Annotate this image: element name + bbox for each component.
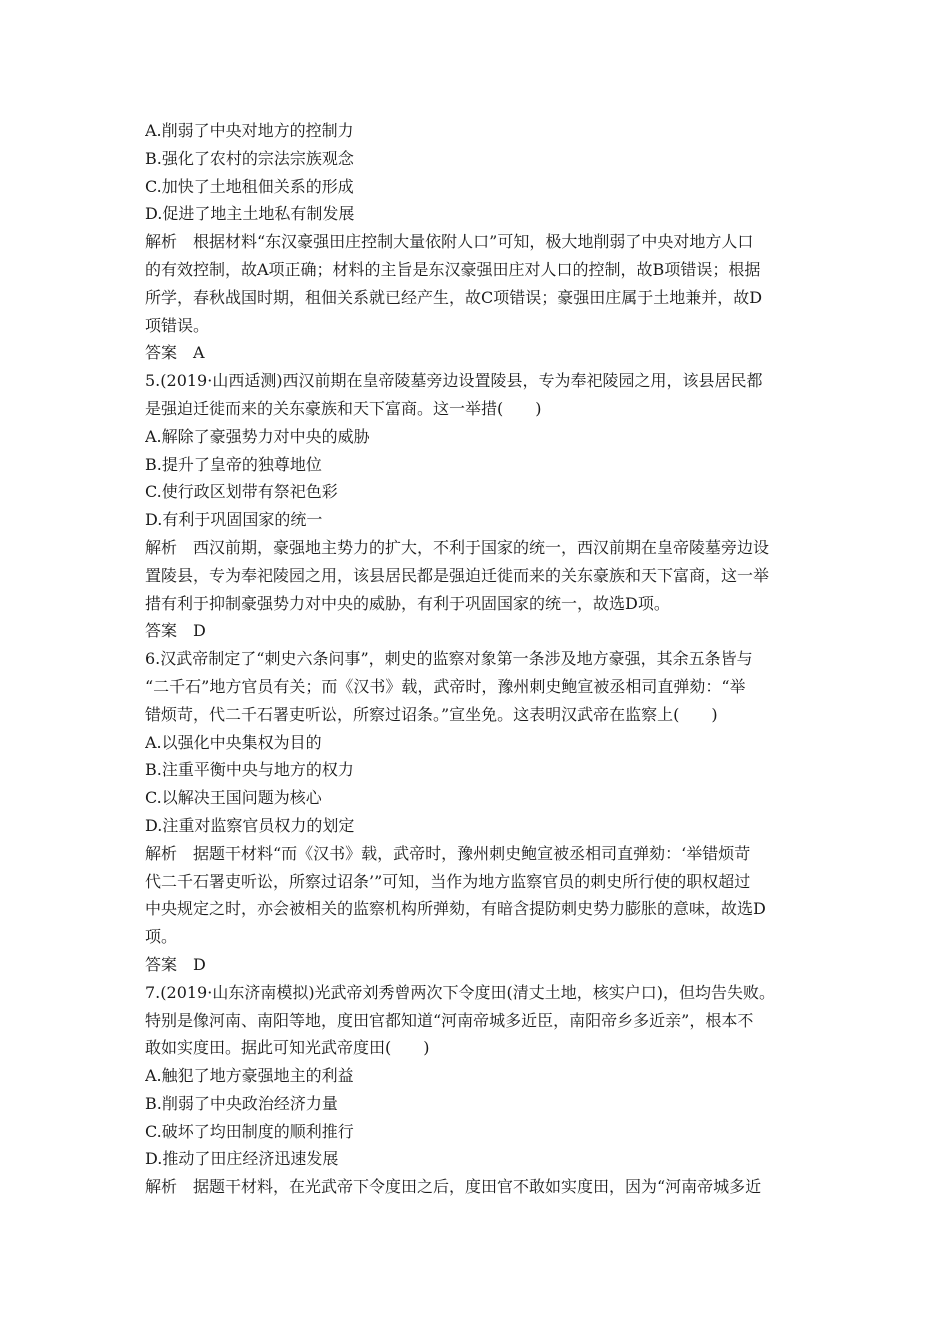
analysis-line: 项。 (145, 927, 178, 947)
analysis-line: 中央规定之时，亦会被相关的监察机构所弹劾，有暗含提防刺史势力膨胀的意味，故选D (145, 899, 766, 919)
question-line: 5.(2019·山西适测)西汉前期在皇帝陵墓旁边设置陵县，专为奉祀陵园之用，该县居民都 (145, 371, 763, 391)
question-line: “二千石”地方官员有关；而《汉书》载，武帝时，豫州刺史鲍宣被丞相司直弹劾：“举 (145, 676, 746, 696)
text-line: A.削弱了中央对地方的控制力 (145, 121, 354, 140)
option-line: C.以解决王国问题为核心 (145, 788, 322, 808)
text-line: 项错误。 (145, 315, 210, 335)
option-line: B.提升了皇帝的独尊地位 (145, 454, 322, 474)
option-line: D.有利于巩固国家的统一 (145, 510, 323, 530)
text-line: 所学，春秋战国时期，租佃关系就已经产生，故C项错误；豪强田庄属于土地兼并，故D (145, 287, 763, 307)
question-line: 7.(2019·山东济南模拟)光武帝刘秀曾两次下令度田(清丈土地，核实户口)，但均告失败。 (145, 982, 776, 1002)
answer-line: 答案 D (145, 954, 206, 974)
analysis-line: 置陵县，专为奉祀陵园之用，该县居民都是强迫迁徙而来的关东豪族和天下富商，这一举 (145, 565, 770, 585)
analysis-line: 解析 西汉前期，豪强地主势力的扩大，不利于国家的统一，西汉前期在皇帝陵墓旁边设 (145, 537, 770, 557)
question-line: 是强迫迁徙而来的关东豪族和天下富商。这一举措( ) (145, 398, 542, 418)
option-line: D.推动了田庄经济迅速发展 (145, 1149, 339, 1169)
question-line: 6.汉武帝制定了“刺史六条问事”，刺史的监察对象第一条涉及地方豪强，其余五条皆与 (145, 649, 753, 669)
option-line: A.触犯了地方豪强地主的利益 (145, 1066, 354, 1086)
analysis-line: 措有利于抑制豪强势力对中央的威胁，有利于巩固国家的统一，故选D项。 (145, 593, 670, 613)
answer-line: 答案 A (145, 343, 205, 363)
option-line: C.破坏了均田制度的顺利推行 (145, 1121, 354, 1141)
text-line: 解析 根据材料“东汉豪强田庄控制大量依附人口”可知，极大地削弱了中央对地方人口 (145, 232, 754, 252)
option-line: B.注重平衡中央与地方的权力 (145, 760, 354, 780)
option-line: A.以强化中央集权为目的 (145, 732, 322, 752)
option-line: C.使行政区划带有祭祀色彩 (145, 482, 338, 502)
option-line: A.解除了豪强势力对中央的威胁 (145, 426, 370, 446)
option-line: D.注重对监察官员权力的划定 (145, 815, 355, 835)
question-line: 错烦苛，代二千石署吏听讼，所察过诏条。”宣坐免。这表明汉武帝在监察上( ) (145, 704, 718, 724)
text-line: C.加快了土地租佃关系的形成 (145, 176, 354, 196)
question-line: 敢如实度田。据此可知光武帝度田( ) (145, 1038, 430, 1058)
analysis-line: 解析 据题干材料“而《汉书》载，武帝时，豫州刺史鲍宣被丞相司直弹劾：‘举错烦苛 (145, 843, 751, 863)
text-line: 的有效控制，故A项正确；材料的主旨是东汉豪强田庄对人口的控制，故B项错误；根据 (145, 259, 761, 279)
answer-line: 答案 D (145, 621, 206, 641)
text-line: D.促进了地主土地私有制发展 (145, 204, 355, 224)
analysis-line: 解析 据题干材料，在光武帝下令度田之后，度田官不敢如实度田，因为“河南帝城多近 (145, 1177, 762, 1197)
text-line: B.强化了农村的宗法宗族观念 (145, 148, 354, 168)
option-line: B.削弱了中央政治经济力量 (145, 1093, 338, 1113)
question-line: 特别是像河南、南阳等地，度田官都知道“河南帝城多近臣，南阳帝乡多近亲”，根本不 (145, 1010, 754, 1030)
analysis-line: 代二千石署吏听讼，所察过诏条’”可知，当作为地方监察官员的刺史所行使的职权超过 (145, 871, 751, 891)
